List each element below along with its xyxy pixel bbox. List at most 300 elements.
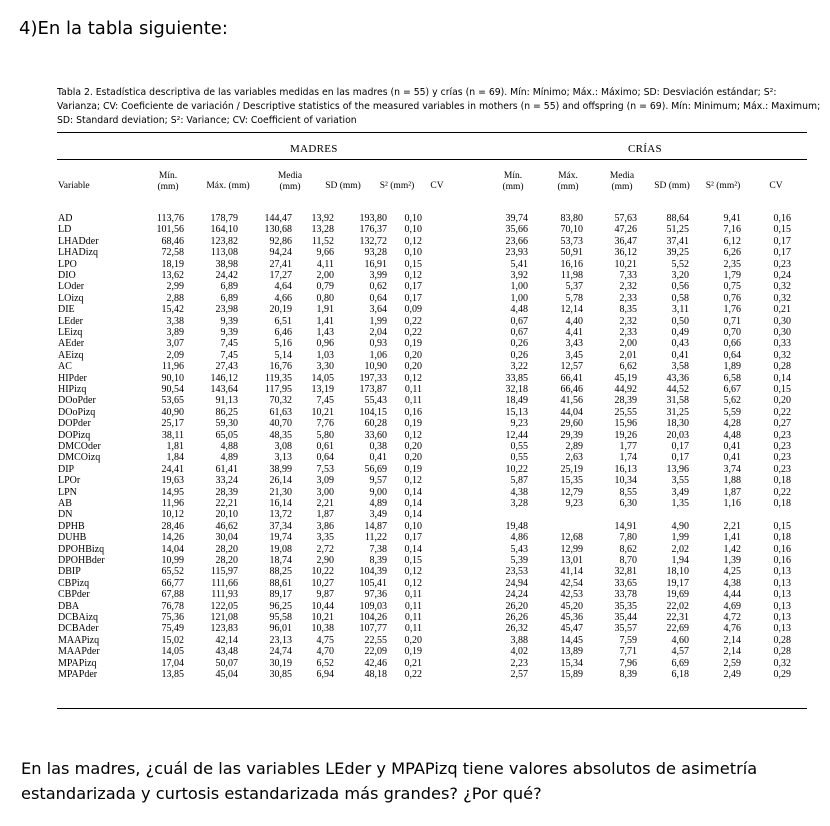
crias-value-cell: 8,35 [619, 304, 637, 316]
crias-value-cell: 13,01 [560, 555, 583, 566]
crias-value-cell: 15,89 [560, 669, 583, 680]
madres-value-cell: 0,16 [404, 406, 422, 418]
crias-value-cell: 5,78 [565, 292, 583, 304]
crias-value-cell: 10,21 [614, 258, 637, 270]
madres-value-cell: 2,72 [316, 543, 334, 555]
madres-value-cell: 2,09 [166, 349, 184, 361]
crias-value-cell: 2,00 [619, 338, 637, 350]
madres-value-cell: 59,30 [215, 418, 238, 430]
crias-value-cell: 1,35 [671, 498, 689, 509]
crias-value-cell: 0,26 [510, 349, 528, 361]
crias-value-cell: 6,18 [671, 669, 689, 680]
crias-value-cell: 0,21 [773, 304, 791, 316]
madres-value-cell: 123,82 [210, 235, 238, 247]
madres-value-cell: 65,05 [215, 429, 238, 441]
madres-value-cell: 27,43 [215, 361, 238, 373]
madres-value-cell: 10,21 [311, 612, 334, 623]
madres-value-cell: 178,79 [210, 213, 238, 224]
madres-value-cell: 0,79 [316, 281, 334, 293]
row-variable-name: HIPizq [58, 384, 87, 395]
madres-value-cell: 7,38 [369, 543, 387, 555]
table-bottom-rule [57, 708, 807, 709]
crias-value-cell: 0,23 [773, 441, 791, 452]
madres-value-cell: 9,87 [316, 589, 334, 601]
crias-value-cell: 12,99 [560, 543, 583, 555]
madres-value-cell: 2,90 [316, 555, 334, 566]
madres-value-cell: 164,10 [210, 224, 238, 236]
crias-value-cell: 0,18 [773, 475, 791, 487]
crias-value-cell: 4,86 [510, 532, 528, 544]
crias-value-cell: 0,24 [773, 270, 791, 281]
madres-value-cell: 1,84 [166, 452, 184, 464]
madres-value-cell: 6,52 [316, 657, 334, 669]
madres-value-cell: 50,07 [215, 657, 238, 669]
madres-value-cell: 70,32 [269, 395, 292, 407]
crias-value-cell: 2,32 [619, 281, 637, 293]
crias-value-cell: 6,69 [671, 657, 689, 669]
crias-value-cell: 0,58 [671, 292, 689, 304]
crias-value-cell: 0,23 [773, 258, 791, 270]
row-variable-name: LPO [58, 258, 77, 270]
madres-value-cell: 101,56 [156, 224, 184, 236]
madres-value-cell: 0,11 [404, 600, 422, 612]
madres-value-cell: 0,12 [404, 270, 422, 281]
madres-value-cell: 0,10 [404, 224, 422, 236]
column-header-line: Media [277, 171, 303, 181]
crias-value-cell: 9,23 [565, 498, 583, 509]
crias-value-cell: 6,67 [723, 384, 741, 395]
madres-value-cell: 0,19 [404, 418, 422, 430]
column-header-line: S² (mm²) [705, 181, 741, 191]
crias-value-cell: 19,26 [614, 429, 637, 441]
madres-value-cell: 4,75 [316, 634, 334, 646]
crias-value-cell: 0,18 [773, 532, 791, 544]
crias-value-cell: 47,26 [614, 224, 637, 236]
madres-value-cell: 42,46 [364, 657, 387, 669]
crias-value-cell: 0,50 [671, 315, 689, 327]
crias-value-cell: 0,67 [510, 327, 528, 338]
crias-value-cell: 2,32 [619, 315, 637, 327]
crias-value-cell: 37,41 [666, 235, 689, 247]
crias-value-cell: 4,69 [723, 600, 741, 612]
madres-value-cell: 16,14 [269, 498, 292, 509]
crias-value-cell: 0,27 [773, 418, 791, 430]
crias-value-cell: 0,30 [773, 327, 791, 338]
row-variable-name: AC [58, 361, 72, 373]
crias-value-cell: 2,33 [619, 327, 637, 338]
madres-value-cell: 18,74 [269, 555, 292, 566]
madres-value-cell: 10,38 [311, 623, 334, 635]
crias-value-cell: 0,32 [773, 349, 791, 361]
crias-value-cell: 0,28 [773, 646, 791, 658]
madres-value-cell: 193,80 [359, 213, 387, 224]
crias-value-cell: 5,87 [510, 475, 528, 487]
row-variable-name: MAAPder [58, 646, 100, 658]
crias-value-cell: 70,10 [560, 224, 583, 236]
column-header-line: Media [609, 171, 635, 181]
crias-value-cell: 3,20 [671, 270, 689, 281]
caption-line: Varianza; CV: Coeficiente de variación / Descriptive statistics of the measured variables in mothers (n = 55) and offspring (n = 69). Mín: Minimum; Máx.: Maximum; [57, 101, 821, 112]
crias-value-cell: 66,46 [560, 384, 583, 395]
madres-value-cell: 113,08 [210, 247, 238, 259]
madres-value-cell: 15,02 [161, 634, 184, 646]
crias-value-cell: 5,52 [671, 258, 689, 270]
madres-value-cell: 143,64 [210, 384, 238, 395]
madres-value-cell: 20,10 [215, 509, 238, 521]
madres-value-cell: 22,09 [364, 646, 387, 658]
madres-value-cell: 30,85 [269, 669, 292, 680]
madres-value-cell: 3,89 [166, 327, 184, 338]
crias-value-cell: 0,23 [773, 429, 791, 441]
crias-value-cell: 7,80 [619, 532, 637, 544]
row-variable-name: AB [58, 498, 72, 509]
table-top-rule [57, 132, 807, 133]
madres-value-cell: 3,08 [274, 441, 292, 452]
column-header-line: (mm) [557, 182, 579, 192]
crias-value-cell: 0,14 [773, 372, 791, 384]
column-header-line: S² (mm²) [379, 181, 415, 191]
crias-value-cell: 0,16 [773, 555, 791, 566]
madres-value-cell: 2,00 [316, 270, 334, 281]
madres-value-cell: 25,17 [161, 418, 184, 430]
madres-value-cell: 1,81 [166, 441, 184, 452]
madres-value-cell: 0,20 [404, 634, 422, 646]
madres-value-cell: 10,99 [161, 555, 184, 566]
madres-value-cell: 0,20 [404, 361, 422, 373]
madres-value-cell: 111,66 [211, 577, 238, 589]
madres-value-cell: 3,64 [369, 304, 387, 316]
crias-value-cell: 0,20 [773, 395, 791, 407]
row-variable-name: LOizq [58, 292, 84, 304]
madres-value-cell: 0,22 [404, 315, 422, 327]
table-header-rule [57, 159, 807, 160]
madres-value-cell: 24,74 [269, 646, 292, 658]
crias-value-cell: 2,01 [619, 349, 637, 361]
crias-value-cell: 0,32 [773, 657, 791, 669]
row-variable-name: DPHB [58, 520, 85, 532]
madres-value-cell: 144,47 [264, 213, 292, 224]
madres-value-cell: 19,08 [269, 543, 292, 555]
madres-value-cell: 0,15 [404, 555, 422, 566]
row-variable-name: AEizq [58, 349, 84, 361]
crias-value-cell: 44,92 [614, 384, 637, 395]
crias-value-cell: 26,26 [505, 612, 528, 623]
madres-value-cell: 1,41 [316, 315, 334, 327]
madres-value-cell: 117,95 [264, 384, 292, 395]
madres-value-cell: 10,22 [311, 566, 334, 578]
madres-value-cell: 21,30 [269, 486, 292, 498]
row-variable-name: DCBAizq [58, 612, 98, 623]
crias-value-cell: 8,70 [619, 555, 637, 566]
madres-value-cell: 13,92 [311, 213, 334, 224]
crias-value-cell: 0,66 [723, 338, 741, 350]
caption-line: SD: Standard deviation; S²: Variance; CV: Coefficient of variation [57, 115, 357, 126]
crias-value-cell: 2,21 [723, 520, 741, 532]
madres-value-cell: 14,05 [311, 372, 334, 384]
madres-value-cell: 56,69 [364, 463, 387, 475]
madres-value-cell: 0,12 [404, 235, 422, 247]
crias-value-cell: 9,23 [510, 418, 528, 430]
madres-value-cell: 61,63 [269, 406, 292, 418]
crias-value-cell: 35,66 [505, 224, 528, 236]
madres-value-cell: 24,41 [161, 463, 184, 475]
crias-value-cell: 2,14 [723, 634, 741, 646]
crias-value-cell: 5,59 [723, 406, 741, 418]
madres-value-cell: 95,58 [269, 612, 292, 623]
crias-value-cell: 39,25 [666, 247, 689, 259]
crias-value-cell: 0,71 [723, 315, 741, 327]
madres-value-cell: 26,14 [269, 475, 292, 487]
column-header-line: Mín. [158, 171, 178, 181]
crias-value-cell: 4,44 [723, 589, 741, 601]
row-variable-name: MAAPizq [58, 634, 100, 646]
crias-value-cell: 3,43 [565, 338, 583, 350]
madres-value-cell: 0,61 [316, 441, 334, 452]
madres-value-cell: 7,53 [316, 463, 334, 475]
madres-value-cell: 97,36 [364, 589, 387, 601]
crias-value-cell: 26,32 [505, 623, 528, 635]
crias-value-cell: 3,88 [510, 634, 528, 646]
madres-value-cell: 0,15 [404, 258, 422, 270]
crias-value-cell: 0,29 [773, 669, 791, 680]
madres-value-cell: 9,57 [369, 475, 387, 487]
crias-value-cell: 19,69 [666, 589, 689, 601]
crias-value-cell: 7,96 [619, 657, 637, 669]
madres-value-cell: 2,21 [316, 498, 334, 509]
crias-value-cell: 4,28 [723, 418, 741, 430]
crias-value-cell: 0,23 [773, 463, 791, 475]
madres-value-cell: 24,42 [215, 270, 238, 281]
crias-value-cell: 0,23 [773, 452, 791, 464]
crias-value-cell: 23,66 [505, 235, 528, 247]
column-header-variable: Variable [58, 181, 90, 191]
crias-value-cell: 12,14 [560, 304, 583, 316]
row-variable-name: LPOr [58, 475, 81, 487]
madres-value-cell: 107,77 [359, 623, 387, 635]
madres-value-cell: 6,51 [274, 315, 292, 327]
madres-value-cell: 0,14 [404, 543, 422, 555]
crias-value-cell: 25,55 [614, 406, 637, 418]
madres-value-cell: 1,99 [369, 315, 387, 327]
madres-value-cell: 20,19 [269, 304, 292, 316]
madres-value-cell: 1,06 [369, 349, 387, 361]
crias-value-cell: 14,91 [614, 520, 637, 532]
crias-value-cell: 7,71 [619, 646, 637, 658]
group-header-crias: CRÍAS [628, 143, 662, 155]
crias-value-cell: 2,02 [671, 543, 689, 555]
madres-value-cell: 3,38 [166, 315, 184, 327]
madres-value-cell: 9,00 [369, 486, 387, 498]
crias-value-cell: 11,98 [560, 270, 583, 281]
crias-value-cell: 18,10 [666, 566, 689, 578]
crias-value-cell: 0,16 [773, 543, 791, 555]
crias-value-cell: 32,81 [614, 566, 637, 578]
madres-value-cell: 67,88 [161, 589, 184, 601]
madres-value-cell: 0,10 [404, 520, 422, 532]
madres-value-cell: 14,04 [161, 543, 184, 555]
madres-value-cell: 90,54 [161, 384, 184, 395]
crias-value-cell: 15,34 [560, 657, 583, 669]
crias-value-cell: 1,16 [723, 498, 741, 509]
crias-value-cell: 15,35 [560, 475, 583, 487]
column-header-line: CV [769, 181, 783, 191]
madres-value-cell: 104,15 [359, 406, 387, 418]
madres-value-cell: 10,12 [161, 509, 184, 521]
row-variable-name: LD [58, 224, 72, 236]
madres-value-cell: 30,19 [269, 657, 292, 669]
crias-value-cell: 1,76 [723, 304, 741, 316]
crias-value-cell: 44,52 [666, 384, 689, 395]
madres-value-cell: 4,89 [220, 452, 238, 464]
crias-value-cell: 4,40 [565, 315, 583, 327]
madres-value-cell: 0,20 [404, 349, 422, 361]
crias-value-cell: 0,43 [671, 338, 689, 350]
madres-value-cell: 3,07 [166, 338, 184, 350]
madres-value-cell: 0,20 [404, 452, 422, 464]
crias-value-cell: 4,57 [671, 646, 689, 658]
crias-value-cell: 25,19 [560, 463, 583, 475]
row-variable-name: DMCOder [58, 441, 101, 452]
madres-value-cell: 0,17 [404, 292, 422, 304]
crias-value-cell: 19,17 [666, 577, 689, 589]
madres-value-cell: 48,35 [269, 429, 292, 441]
crias-value-cell: 0,75 [723, 281, 741, 293]
madres-value-cell: 4,64 [274, 281, 292, 293]
madres-value-cell: 1,87 [316, 509, 334, 521]
column-header-line: (mm) [502, 182, 524, 192]
madres-value-cell: 17,04 [161, 657, 184, 669]
madres-value-cell: 91,13 [215, 395, 238, 407]
column-header-line: Máx. (mm) [206, 181, 250, 191]
column-header-line: (mm) [611, 182, 633, 192]
madres-value-cell: 4,70 [316, 646, 334, 658]
madres-value-cell: 9,66 [316, 247, 334, 259]
crias-value-cell: 33,65 [614, 577, 637, 589]
row-variable-name: LEizq [58, 327, 83, 338]
crias-value-cell: 35,44 [614, 612, 637, 623]
crias-value-cell: 0,28 [773, 634, 791, 646]
row-variable-name: MPAPizq [58, 657, 97, 669]
madres-value-cell: 65,52 [161, 566, 184, 578]
madres-value-cell: 27,41 [269, 258, 292, 270]
madres-value-cell: 66,77 [161, 577, 184, 589]
crias-value-cell: 0,26 [510, 338, 528, 350]
madres-value-cell: 92,86 [269, 235, 292, 247]
crias-value-cell: 4,38 [723, 577, 741, 589]
madres-value-cell: 14,05 [161, 646, 184, 658]
row-variable-name: DOoPder [58, 395, 96, 407]
crias-value-cell: 7,16 [723, 224, 741, 236]
madres-value-cell: 9,39 [220, 315, 238, 327]
madres-value-cell: 18,19 [161, 258, 184, 270]
crias-value-cell: 5,62 [723, 395, 741, 407]
madres-value-cell: 1,91 [316, 304, 334, 316]
madres-value-cell: 14,87 [364, 520, 387, 532]
madres-value-cell: 0,19 [404, 463, 422, 475]
crias-value-cell: 0,13 [773, 566, 791, 578]
madres-value-cell: 121,08 [210, 612, 238, 623]
crias-value-cell: 4,38 [510, 486, 528, 498]
column-header-line: CV [430, 181, 444, 191]
crias-value-cell: 4,41 [565, 327, 583, 338]
crias-value-cell: 45,47 [560, 623, 583, 635]
madres-value-cell: 4,11 [316, 258, 334, 270]
crias-value-cell: 1,00 [510, 292, 528, 304]
crias-value-cell: 29,39 [560, 429, 583, 441]
row-variable-name: DPOHBizq [58, 543, 105, 555]
madres-value-cell: 96,25 [269, 600, 292, 612]
madres-value-cell: 11,96 [161, 498, 184, 509]
madres-value-cell: 10,27 [311, 577, 334, 589]
madres-value-cell: 23,98 [215, 304, 238, 316]
madres-value-cell: 7,45 [220, 349, 238, 361]
madres-value-cell: 0,41 [369, 452, 387, 464]
madres-value-cell: 89,17 [269, 589, 292, 601]
madres-value-cell: 176,37 [359, 224, 387, 236]
crias-value-cell: 0,32 [773, 281, 791, 293]
madres-value-cell: 123,83 [210, 623, 238, 635]
madres-value-cell: 0,12 [404, 372, 422, 384]
madres-value-cell: 38,98 [215, 258, 238, 270]
crias-value-cell: 32,18 [505, 384, 528, 395]
madres-value-cell: 48,18 [364, 669, 387, 680]
crias-value-cell: 2,57 [510, 669, 528, 680]
madres-value-cell: 6,89 [220, 281, 238, 293]
crias-value-cell: 2,23 [510, 657, 528, 669]
crias-value-cell: 22,69 [666, 623, 689, 635]
crias-value-cell: 3,28 [510, 498, 528, 509]
crias-value-cell: 3,22 [510, 361, 528, 373]
row-variable-name: CBPizq [58, 577, 90, 589]
crias-value-cell: 26,20 [505, 600, 528, 612]
crias-value-cell: 35,35 [614, 600, 637, 612]
crias-value-cell: 5,43 [510, 543, 528, 555]
madres-value-cell: 3,00 [316, 486, 334, 498]
madres-value-cell: 173,87 [359, 384, 387, 395]
crias-value-cell: 1,87 [723, 486, 741, 498]
madres-value-cell: 0,17 [404, 281, 422, 293]
madres-value-cell: 7,45 [220, 338, 238, 350]
column-header-line: (mm) [157, 182, 179, 192]
madres-value-cell: 197,33 [359, 372, 387, 384]
madres-value-cell: 3,13 [274, 452, 292, 464]
crias-value-cell: 2,63 [565, 452, 583, 464]
madres-column-header [402, 181, 472, 192]
crias-value-cell: 0,41 [723, 441, 741, 452]
madres-value-cell: 0,11 [404, 612, 422, 623]
madres-value-cell: 2,88 [166, 292, 184, 304]
crias-value-cell: 6,58 [723, 372, 741, 384]
crias-value-cell: 88,64 [666, 213, 689, 224]
row-variable-name: LHADder [58, 235, 99, 247]
row-variable-name: DBIP [58, 566, 81, 578]
madres-value-cell: 11,52 [311, 235, 334, 247]
crias-value-cell: 0,17 [773, 235, 791, 247]
crias-value-cell: 2,89 [565, 441, 583, 452]
crias-value-cell: 0,76 [723, 292, 741, 304]
row-variable-name: HIPder [58, 372, 87, 384]
crias-value-cell: 18,49 [505, 395, 528, 407]
madres-value-cell: 45,04 [215, 669, 238, 680]
crias-value-cell: 1,77 [619, 441, 637, 452]
crias-value-cell: 5,37 [565, 281, 583, 293]
madres-value-cell: 33,24 [215, 475, 238, 487]
row-variable-name: DUHB [58, 532, 87, 544]
madres-value-cell: 86,25 [215, 406, 238, 418]
crias-value-cell: 4,76 [723, 623, 741, 635]
crias-value-cell: 0,13 [773, 612, 791, 623]
madres-value-cell: 5,16 [274, 338, 292, 350]
